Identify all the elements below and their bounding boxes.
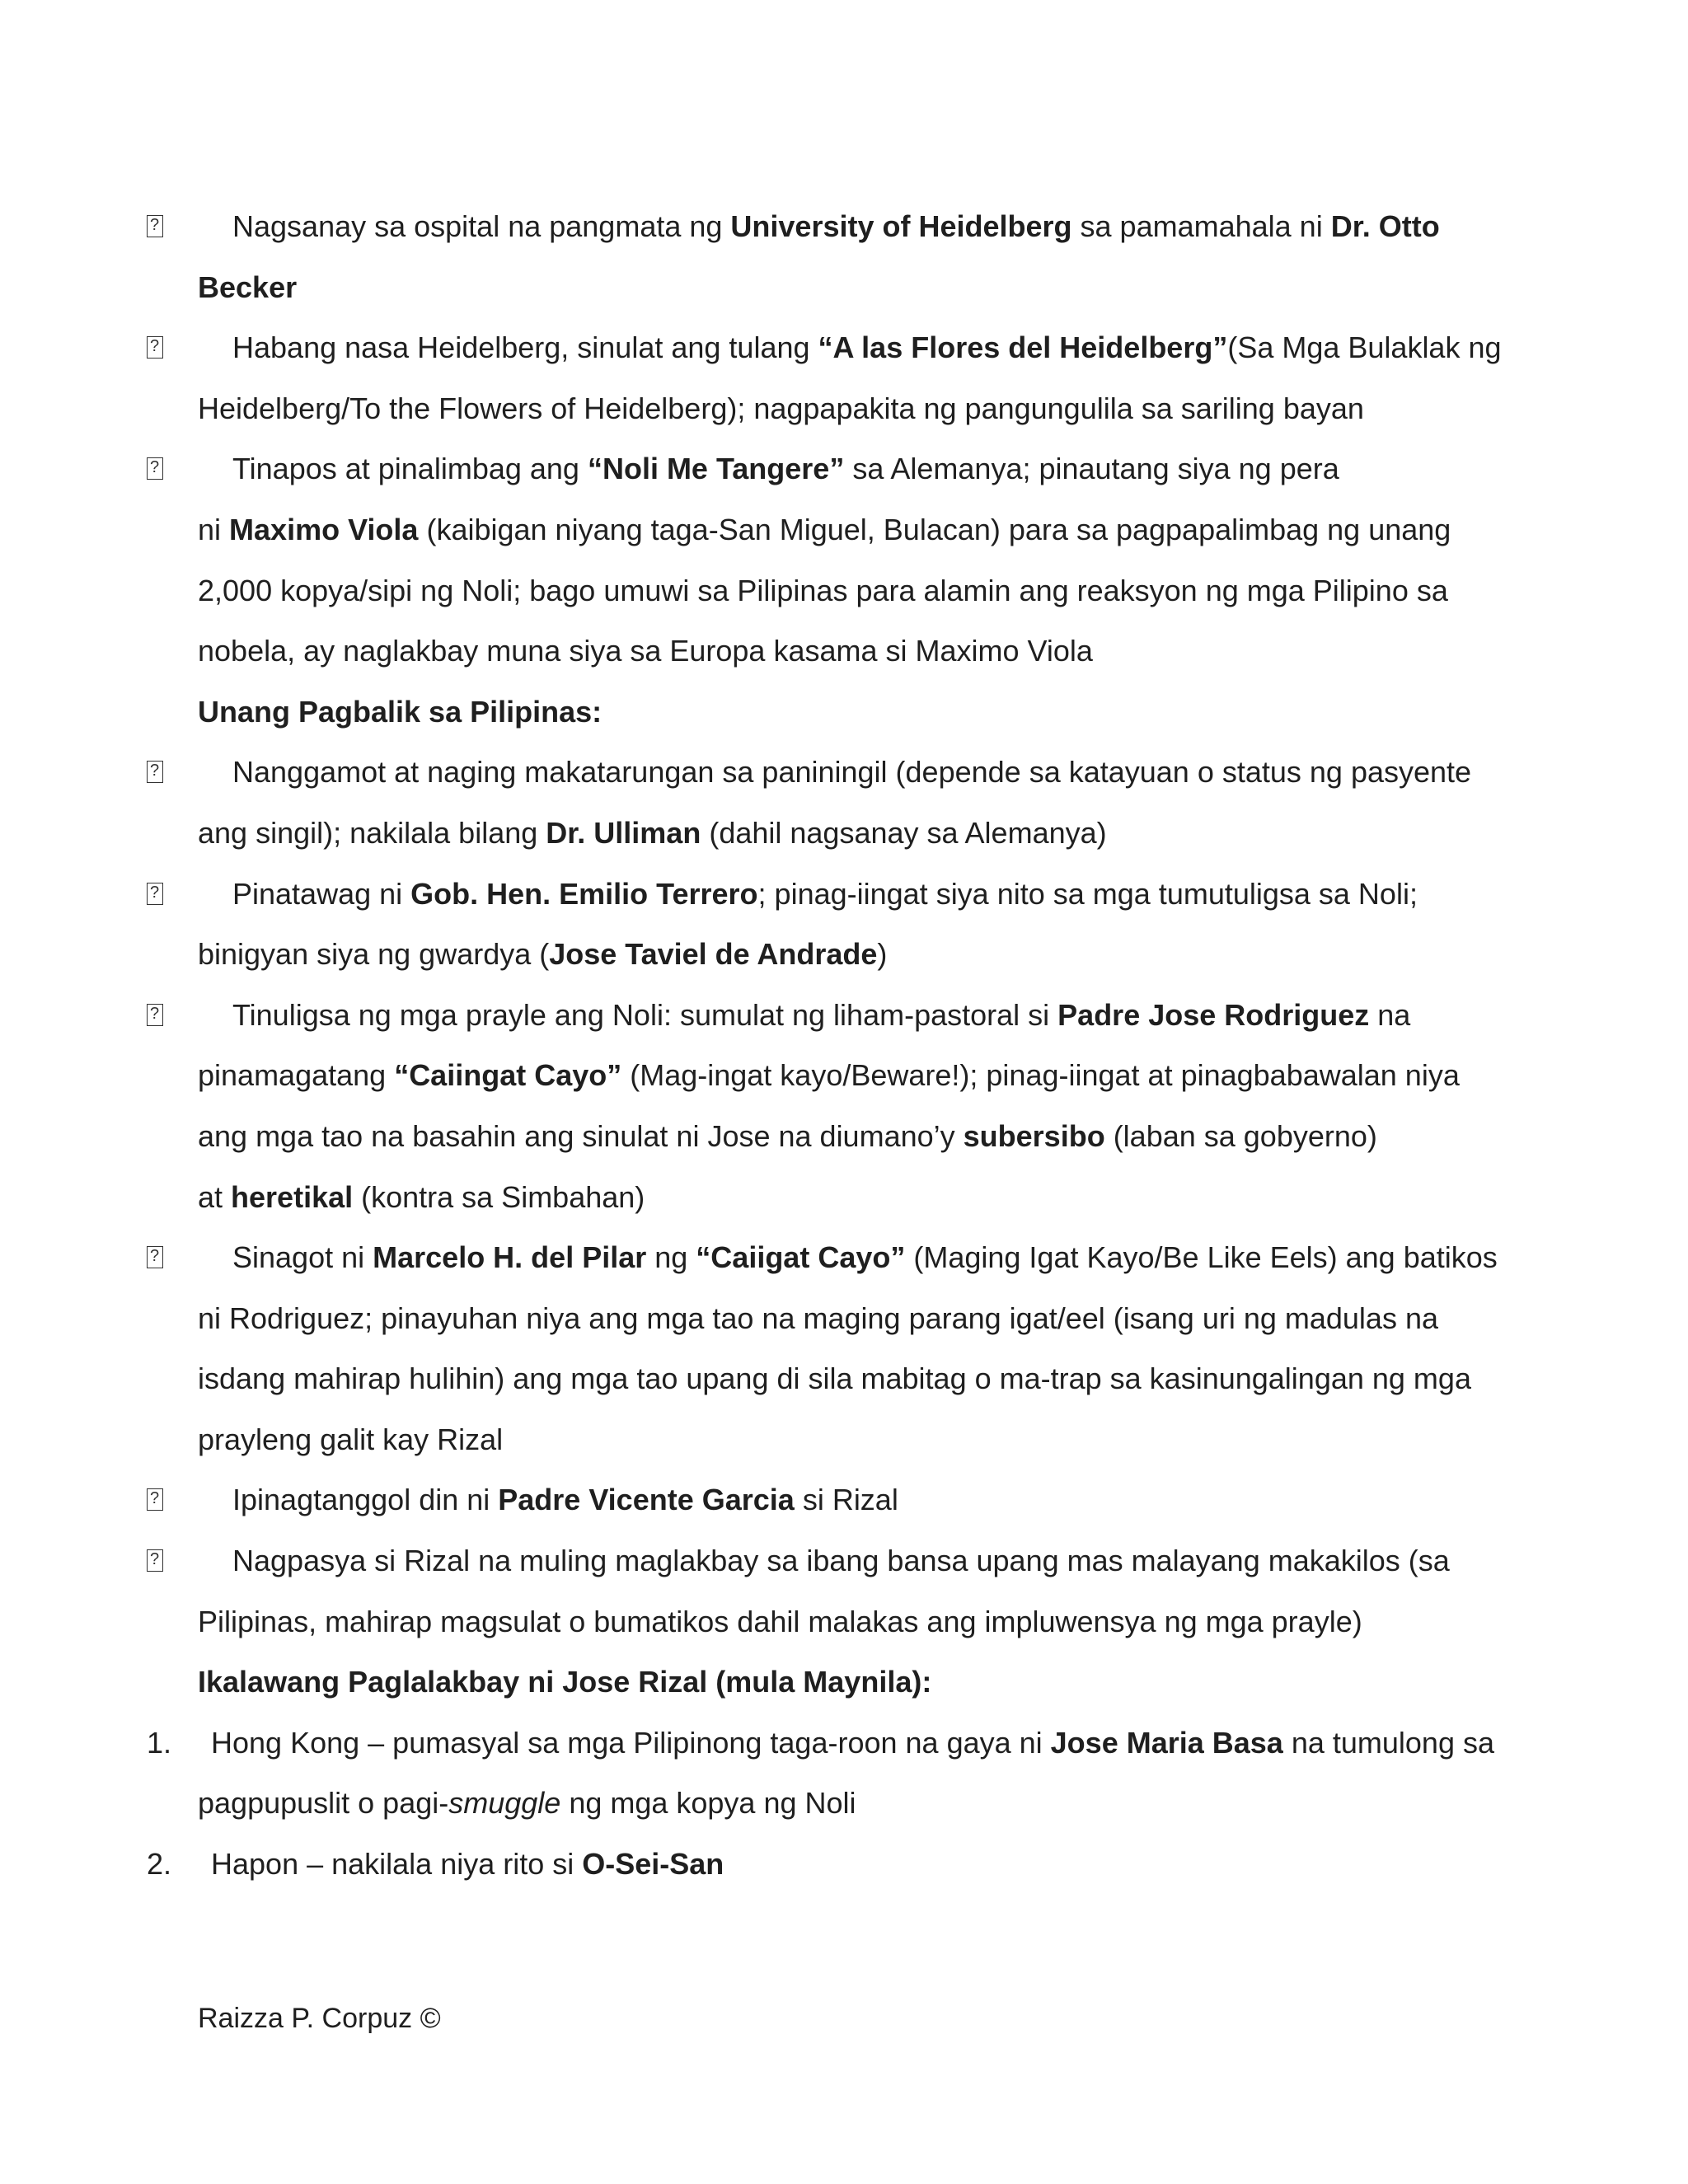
entry-text: Nanggamot at naging makatarungan sa paniningil (depende sa katayuan o status ng pasyente xyxy=(232,755,1472,790)
entry-text: Sinagot ni Marcelo H. del Pilar ng “Caiigat Cayo” (Maging Igat Kayo/Be Like Eels) ang batikos xyxy=(232,1240,1498,1275)
missing-glyph-bullet-icon xyxy=(147,317,163,378)
bullet-item xyxy=(0,864,1508,985)
bullet-item xyxy=(0,196,1508,317)
section-heading-ikalawang-paglalakbay: Ikalawang Paglalakbay ni Jose Rizal (mula Maynila): xyxy=(198,1665,932,1699)
missing-glyph-bullet-icon xyxy=(147,985,163,1046)
entry-text: Nagsanay sa ospital na pangmata ng University of Heidelberg sa pamamahala ni Dr. Otto xyxy=(232,209,1440,243)
list-number: 1. xyxy=(147,1725,172,1760)
bold-term: Jose Taviel de Andrade xyxy=(549,937,878,972)
entry-text: Ipinagtanggol din ni Padre Vicente Garcia si Rizal xyxy=(232,1483,898,1517)
entry-text: Tinuligsa ng mga prayle ang Noli: sumulat ng liham-pastoral si Padre Jose Rodriguez na xyxy=(232,997,1411,1032)
bold-term: “A las Flores del Heidelberg” xyxy=(818,330,1228,365)
bullet-item xyxy=(0,742,1508,863)
bold-term: Padre Jose Rodriguez xyxy=(1057,997,1370,1032)
bold-term: Gob. Hen. Emilio Terrero xyxy=(410,876,758,911)
numbered-list xyxy=(0,1713,1688,1895)
entry-text: Hong Kong – pumasyal sa mga Pilipinong taga-roon na gaya ni Jose Maria Basa na tumulong sa xyxy=(211,1725,1494,1760)
entry-text: Hapon – nakilala niya rito si O-Sei-San xyxy=(211,1847,724,1882)
bullet-item xyxy=(0,1469,1508,1530)
entry-text-line: at heretikal (kontra sa Simbahan) xyxy=(198,1179,645,1214)
document-body xyxy=(0,196,1688,1895)
missing-glyph-bullet-icon xyxy=(147,1530,163,1591)
entry-text-line: 2,000 kopya/sipi ng Noli; bago umuwi sa Pilipinas para alamin ang reaksyon ng mga Pilipino sa xyxy=(198,573,1448,607)
entry-text-line: ni Maximo Viola (kaibigan niyang taga-San Miguel, Bulacan) para sa pagpapalimbag ng unang xyxy=(198,512,1451,546)
missing-glyph-bullet-icon xyxy=(147,1227,163,1288)
bullet-list-second xyxy=(0,742,1688,1652)
bold-term: Jose Maria Basa xyxy=(1050,1725,1283,1760)
bold-term: Dr. Otto xyxy=(1330,209,1440,243)
bold-term: “Noli Me Tangere” xyxy=(587,452,845,486)
bold-term: “Caiigat Cayo” xyxy=(696,1240,906,1275)
entry-text-line: isdang mahirap hulihin) ang mga tao upang di sila mabitag o ma-trap sa kasinungalingan ng mga xyxy=(198,1361,1471,1396)
bullet-item xyxy=(0,985,1508,1227)
entry-text-line: Pilipinas, mahirap magsulat o bumatikos dahil malakas ang impluwensya ng mga prayle) xyxy=(198,1604,1362,1638)
entry-text-line xyxy=(198,270,297,304)
bold-term: University of Heidelberg xyxy=(730,209,1072,243)
missing-glyph-bullet-icon xyxy=(147,438,163,499)
section-heading-unang-pagbalik: Unang Pagbalik sa Pilipinas: xyxy=(198,694,603,729)
bold-term: O-Sei-San xyxy=(582,1847,724,1882)
list-number: 2. xyxy=(147,1847,172,1882)
bold-term: Becker xyxy=(198,269,298,304)
bullet-item xyxy=(0,1227,1508,1469)
numbered-item xyxy=(0,1834,1508,1895)
entry-text: Tinapos at pinalimbag ang “Noli Me Tangere” sa Alemanya; pinautang siya ng pera xyxy=(232,452,1339,486)
bold-term: Maximo Viola xyxy=(229,512,419,546)
missing-glyph-bullet-icon xyxy=(147,1469,163,1530)
entry-text-line: nobela, ay naglakbay muna siya sa Europa kasama si Maximo Viola xyxy=(198,634,1093,668)
bullet-item xyxy=(0,317,1508,438)
bold-term: heretikal xyxy=(231,1179,354,1214)
numbered-item xyxy=(0,1713,1508,1834)
author-footer: Raizza P. Corpuz © xyxy=(198,2003,441,2034)
entry-text-line: ang mga tao na basahin ang sinulat ni Jose na diumano’y subersibo (laban sa gobyerno) xyxy=(198,1118,1377,1153)
bold-term: subersibo xyxy=(963,1118,1105,1153)
entry-text-line: prayleng galit kay Rizal xyxy=(198,1422,504,1456)
entry-text-line: ang singil); nakilala bilang Dr. Ulliman (dahil nagsanay sa Alemanya) xyxy=(198,815,1107,850)
bold-term: “Caiingat Cayo” xyxy=(394,1058,622,1093)
missing-glyph-bullet-icon xyxy=(147,864,163,925)
entry-text-line: binigyan siya ng gwardya (Jose Taviel de Andrade) xyxy=(198,937,888,972)
bold-term: Marcelo H. del Pilar xyxy=(373,1240,647,1275)
bold-term: Padre Vicente Garcia xyxy=(498,1483,795,1517)
bullet-item xyxy=(0,1530,1508,1652)
entry-text-line: pinamagatang “Caiingat Cayo” (Mag-ingat kayo/Beware!); pinag-iingat at pinagbabawalan niya xyxy=(198,1058,1460,1093)
missing-glyph-bullet-icon xyxy=(147,742,163,803)
bullet-list-first xyxy=(0,196,1688,682)
bold-term: Dr. Ulliman xyxy=(546,815,701,850)
entry-text-line: Heidelberg/To the Flowers of Heidelberg); nagpapakita ng pangungulila sa sariling bayan xyxy=(198,391,1364,425)
entry-text-line: ni Rodriguez; pinayuhan niya ang mga tao na maging parang igat/eel (isang uri ng madulas na xyxy=(198,1301,1438,1335)
entry-text-line: pagpupuslit o pagi-smuggle ng mga kopya ng Noli xyxy=(198,1786,856,1821)
missing-glyph-bullet-icon xyxy=(147,196,163,257)
entry-text: Habang nasa Heidelberg, sinulat ang tulang “A las Flores del Heidelberg”(Sa Mga Bulaklak ng xyxy=(232,330,1502,365)
italic-term: smuggle xyxy=(448,1786,561,1821)
entry-text: Nagpasya si Rizal na muling maglakbay sa ibang bansa upang mas malayang makakilos (sa xyxy=(232,1544,1450,1578)
bullet-item xyxy=(0,438,1508,681)
entry-text: Pinatawag ni Gob. Hen. Emilio Terrero; pinag-iingat siya nito sa mga tumutuligsa sa Noli; xyxy=(232,876,1418,911)
